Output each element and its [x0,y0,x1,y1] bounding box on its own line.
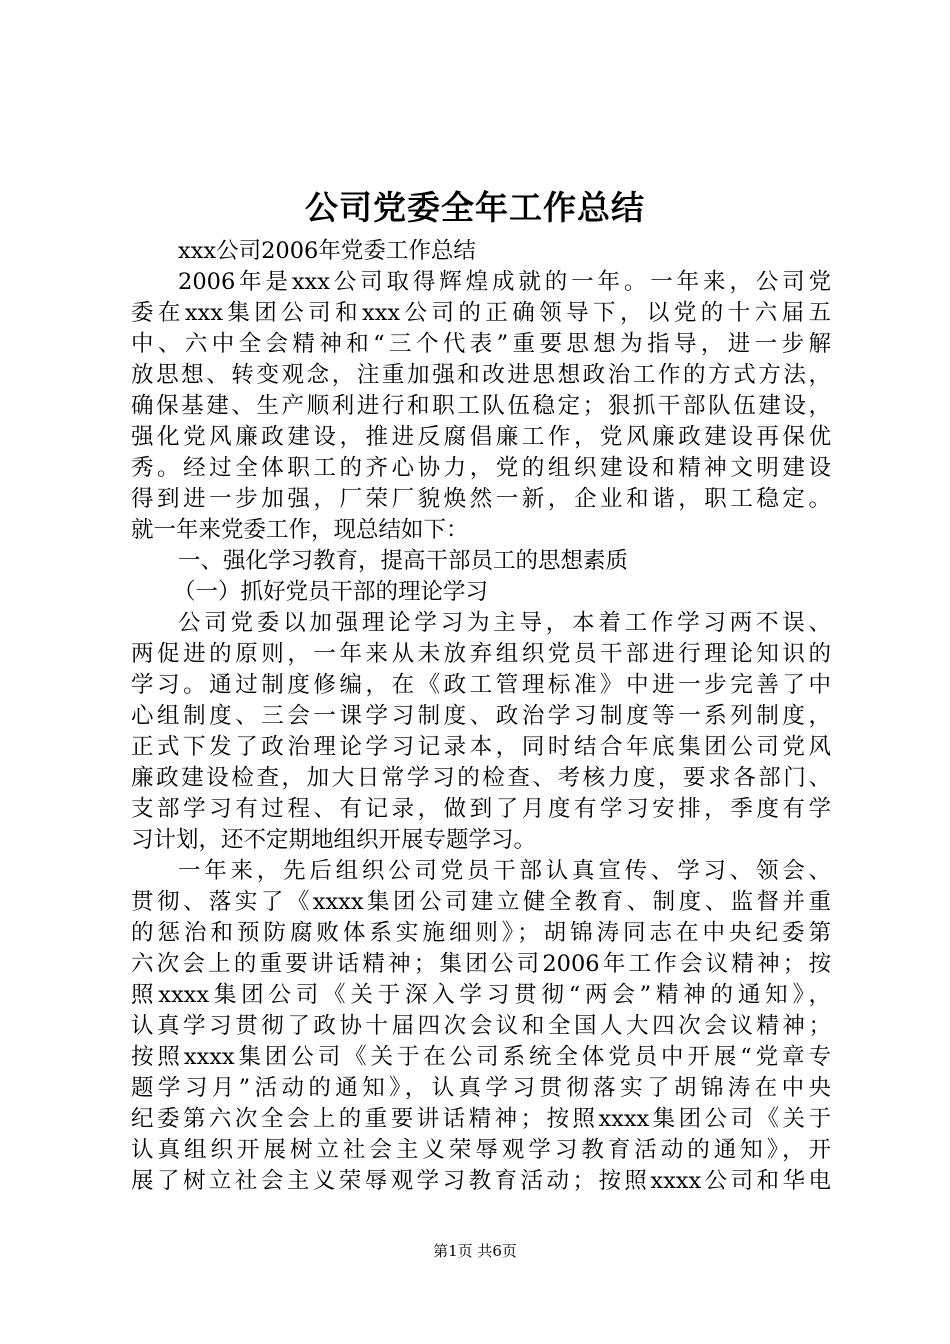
paragraph-line: 放思想、转变观念，注重加强和改进思想政治工作的方式方法， [131,362,831,388]
document-body [131,236,831,1197]
paragraph-line: 得到进一步加强，厂荣厂貌焕然一新，企业和谐，职工稳定。 [131,486,831,512]
paragraph-line: 习计划，还不定期地组织开展专题学习。 [131,827,537,853]
paragraph-line: 正式下发了政治理论学习记录本，同时结合年底集团公司党风 [131,734,831,760]
paragraph-line: 公司党委以加强理论学习为主导，本着工作学习两不误、 [178,610,831,636]
paragraph-line: 强化党风廉政建设，推进反腐倡廉工作，党风廉政建设再保优 [131,424,831,450]
paragraph-line: 廉政建设检查，加大日常学习的检查、考核力度，要求各部门、 [131,765,831,791]
paragraph-line: 展了树立社会主义荣辱观学习教育活动；按照xxxx公司和华电 [131,1168,831,1194]
paragraph-line: 题学习月”活动的通知》，认真学习贯彻落实了胡锦涛在中央 [131,1075,831,1101]
paragraph-line: 心组制度、三会一课学习制度、政治学习制度等一系列制度， [131,703,831,729]
section-heading: 一、强化学习教育，提高干部员工的思想素质 [178,548,629,574]
subtitle-line: xxx公司2006年党委工作总结 [178,238,476,264]
paragraph-line: 一年来，先后组织公司党员干部认真宣传、学习、领会、 [178,858,831,884]
document-title: 公司党委全年工作总结 [305,188,645,227]
paragraph-line: 六次会上的重要讲话精神；集团公司2006年工作会议精神；按 [131,951,831,977]
paragraph-line: 纪委第六次全会上的重要讲话精神；按照xxxx集团公司《关于 [131,1106,831,1132]
paragraph-line: 2006年是xxx公司取得辉煌成就的一年。一年来，公司党 [178,269,831,295]
paragraph-line: 支部学习有过程、有记录，做到了月度有学习安排，季度有学 [131,796,831,822]
paragraph-line: 两促进的原则，一年来从未放弃组织党员干部进行理论知识的 [131,641,831,667]
paragraph-line: 的惩治和预防腐败体系实施细则》；胡锦涛同志在中央纪委第 [131,920,831,946]
paragraph-line: 学习。通过制度修编，在《政工管理标准》中进一步完善了中 [131,672,831,698]
paragraph-line: 按照xxxx集团公司《关于在公司系统全体党员中开展“党章专 [131,1044,831,1070]
paragraph-line: 照xxxx集团公司《关于深入学习贯彻“两会”精神的通知》， [131,982,831,1008]
page-footer: 第1页 共6页 [433,1242,517,1260]
paragraph-line: 确保基建、生产顺利进行和职工队伍稳定；狠抓干部队伍建设， [131,393,831,419]
paragraph-line: 秀。经过全体职工的齐心协力，党的组织建设和精神文明建设 [131,455,831,481]
paragraph-line: 贯彻、落实了《xxxx集团公司建立健全教育、制度、监督并重 [131,889,831,915]
paragraph-line: 认真组织开展树立社会主义荣辱观学习教育活动的通知》，开 [131,1137,831,1163]
subsection-heading: （一）抓好党员干部的理论学习 [173,579,489,605]
paragraph-line: 认真学习贯彻了政协十届四次会议和全国人大四次会议精神； [131,1013,831,1039]
paragraph-line: 委在xxx集团公司和xxx公司的正确领导下，以党的十六届五 [131,300,831,326]
paragraph-line: 就一年来党委工作，现总结如下： [131,517,469,543]
paragraph-line: 中、六中全会精神和“三个代表”重要思想为指导，进一步解 [131,331,831,357]
